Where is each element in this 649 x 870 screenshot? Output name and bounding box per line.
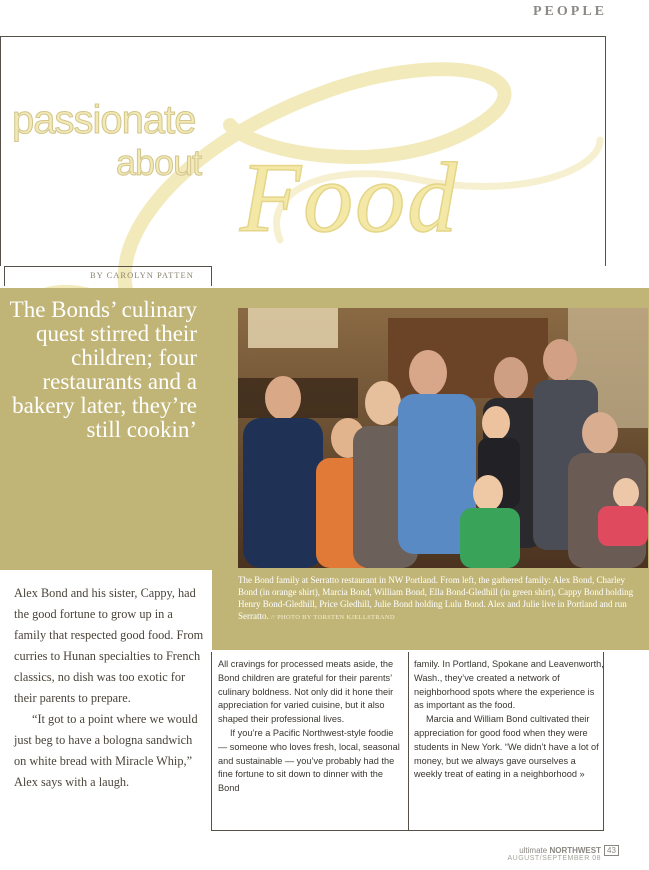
title-food: Food [240, 142, 460, 253]
paragraph: Alex Bond and his sister, Cappy, had the good fortune to grow up in a family that respected good food. From curries to Hunan specialties to French classics, no dish was too exotic for their parents to prepare. [14, 586, 204, 705]
photo-credit: // PHOTO BY TORSTEN KJELLSTRAND [271, 614, 395, 621]
column-divider [408, 652, 409, 830]
caption-text: The Bond family at Serratto restaurant in NW Portland. From left, the gathered family: Alex Bond, Charley Bond (in orange shirt), Marcia Bond, William Bond, Ella Bond-Gledhill (in green shirt), Cappy Bond holding Henry Bond-Gledhill, Price Gledhill, Julie Bond holding Lulu Bond. Alex and Julie live in Portland and run Serratto. [238, 575, 634, 621]
paragraph: If you’re a Pacific Northwest-style foodie — someone who loves fresh, local, seasonal and sustainable — you’ve probably had the fine fortune to sit down to dinner with the Bond [218, 727, 400, 794]
paragraph: Marcia and William Bond cultivated their appreciation for good food when they were students in New York. “We didn’t have a lot of money, but we always gave ourselves a weekly treat of eating in a neighborhood » [414, 714, 599, 780]
footer-magazine [519, 846, 601, 855]
body-column-2 [218, 658, 404, 796]
photo-illustration [238, 308, 648, 568]
title-passionate: passionate [12, 98, 196, 142]
bottom-rule [211, 830, 604, 831]
magazine-prefix: ultimate [519, 846, 548, 855]
page-number: 43 [604, 845, 619, 856]
section-label: PEOPLE [532, 4, 607, 19]
family-photo [238, 308, 648, 568]
title-about: about [116, 142, 202, 183]
column-divider [211, 652, 212, 830]
footer-date: AUGUST/SEPTEMBER 08 [507, 855, 601, 862]
photo-caption [238, 574, 643, 624]
dek: The Bonds’ culinary quest stirred their children; four restaurants and a bakery later, they’re still cookin’ [9, 297, 197, 442]
paragraph: All cravings for processed meats aside, the Bond children are grateful for their parents’ culinary boldness. Not only did it hone their appreciation for varied cuisine, but it also shaped their professional lives. [218, 659, 394, 725]
body-column-1 [14, 583, 206, 793]
paragraph: “It got to a point where we would just beg to have a bologna sandwich on white bread with Miracle Whip,” Alex says with a laugh. [14, 712, 198, 789]
byline: BY CAROLYN PATTEN [90, 270, 194, 280]
paragraph: family. In Portland, Spokane and Leavenworth, Wash., they’ve created a network of neighborhood spots where the experience is as important as the food. [414, 659, 604, 711]
body-column-3 [414, 658, 604, 782]
magazine-name: NORTHWEST [549, 846, 601, 855]
